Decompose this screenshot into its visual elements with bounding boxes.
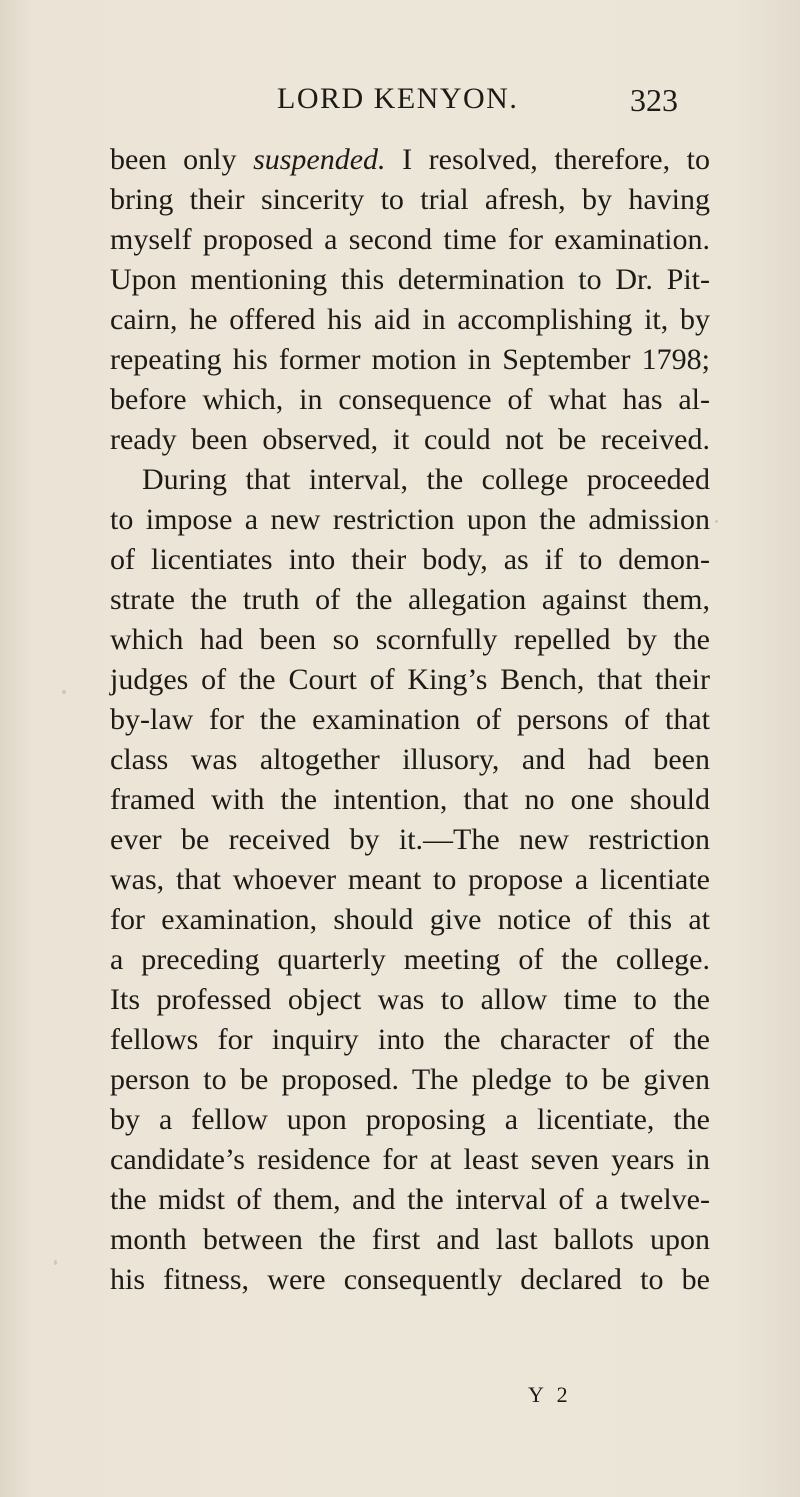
running-head: LORD KENYON. <box>277 82 519 115</box>
text-line: Upon mentioning this determination to Dr. Pit- <box>110 263 710 296</box>
text-line: Its professed object was to allow time to the <box>110 983 710 1016</box>
text-line: ready been observed, it could not be received. <box>110 423 710 456</box>
text-line: framed with the intention, that no one should <box>110 783 710 816</box>
text-line: his fitness, were consequently declared to be <box>110 1263 710 1296</box>
text-line: to impose a new restriction upon the admission <box>110 503 710 536</box>
text-line: cairn, he offered his aid in accomplishing it, by <box>110 303 710 336</box>
text-line: ever be received by it.—The new restriction <box>110 823 710 856</box>
text-line: strate the truth of the allegation against them, <box>110 583 710 616</box>
text-line: judges of the Court of King’s Bench, that their <box>110 663 710 696</box>
text-line: before which, in consequence of what has al- <box>110 383 710 416</box>
text-run: I resolved, therefore, to <box>385 143 710 176</box>
signature-mark: Y 2 <box>528 1382 572 1407</box>
text-run: been only <box>110 143 254 176</box>
text-line: bring their sincerity to trial afresh, by having <box>110 183 710 216</box>
text-line: the midst of them, and the interval of a twelve- <box>110 1183 710 1216</box>
paper-speck <box>54 1260 57 1265</box>
text-line: myself proposed a second time for examination. <box>110 223 710 256</box>
text-line: of licentiates into their body, as if to demon- <box>110 543 710 576</box>
page-header <box>0 82 800 122</box>
text-line: for examination, should give notice of this at <box>110 903 710 936</box>
text-line <box>110 140 710 180</box>
italic-run: suspended. <box>253 143 386 176</box>
text-line: repeating his former motion in September 1798; <box>110 343 710 376</box>
paper-speck <box>62 690 66 694</box>
paper-speck <box>715 520 718 523</box>
text-line: a preceding quarterly meeting of the college. <box>110 943 710 976</box>
text-line: which had been so scornfully repelled by the <box>110 623 710 656</box>
page-number: 323 <box>630 82 678 118</box>
text-line: candidate’s residence for at least seven years in <box>110 1143 710 1176</box>
body-text <box>110 140 710 1300</box>
text-line: by a fellow upon proposing a licentiate, the <box>110 1103 710 1136</box>
text-line: was, that whoever meant to propose a licentiate <box>110 863 710 896</box>
text-line: class was altogether illusory, and had been <box>110 743 710 776</box>
text-line: month between the first and last ballots upon <box>110 1223 710 1256</box>
text-line: During that interval, the college proceeded <box>142 463 710 496</box>
text-line: by-law for the examination of persons of that <box>110 703 710 736</box>
text-line: fellows for inquiry into the character of the <box>110 1023 710 1056</box>
text-line: person to be proposed. The pledge to be given <box>110 1063 710 1096</box>
